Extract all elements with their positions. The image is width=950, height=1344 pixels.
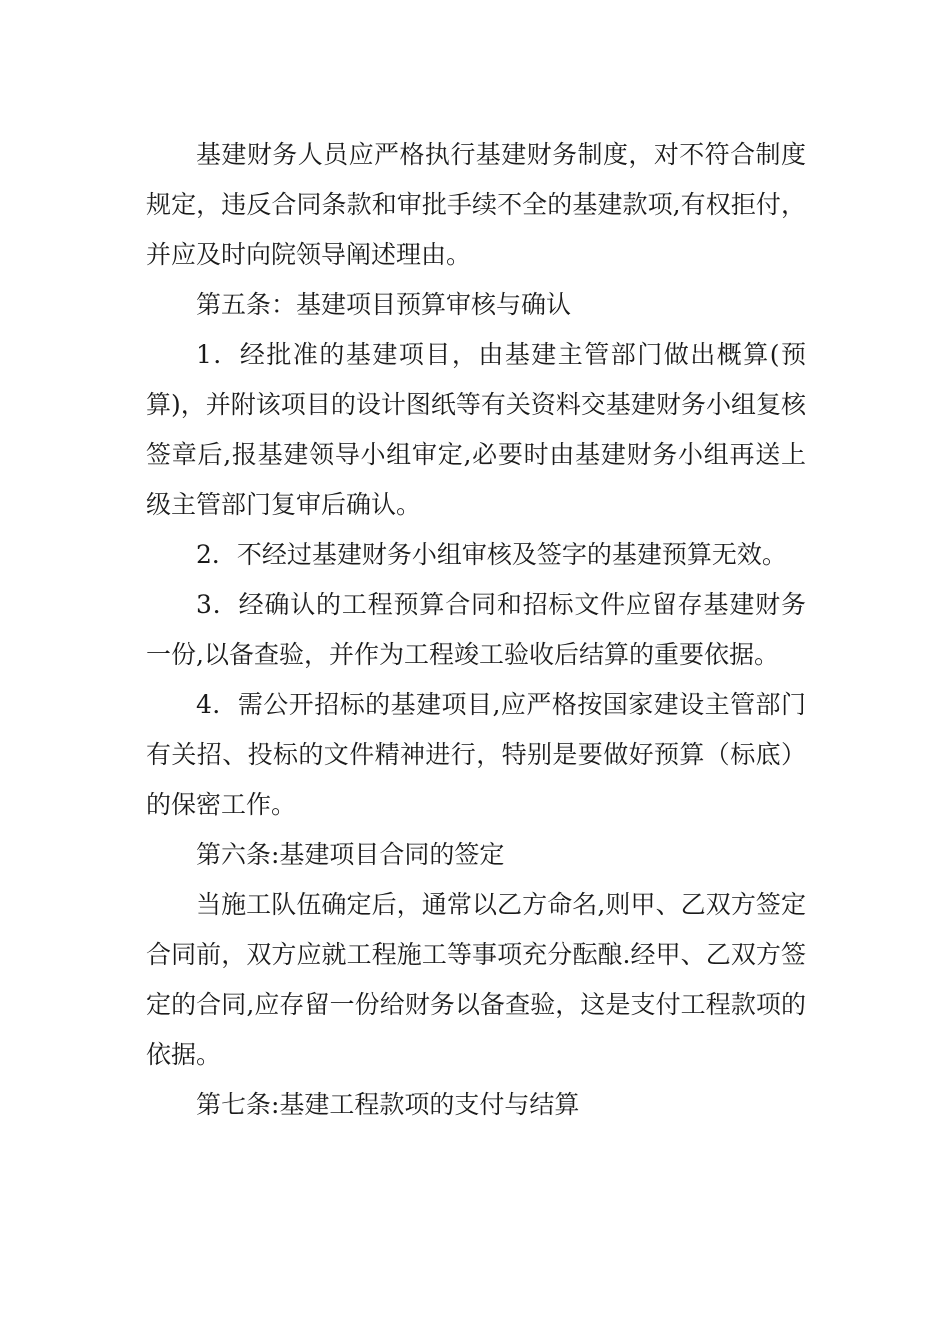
paragraph-contract-signing: 当施工队伍确定后，通常以乙方命名,则甲、乙双方签定合同前，双方应就工程施工等事项充分酝酿.经甲、乙双方签定的合同,应存留一份给财务以备查验，这是支付工程款项的依据。 [146,890,806,1069]
paragraph-item-3: 3．经确认的工程预算合同和招标文件应留存基建财务一份,以备查验，并作为工程竣工验收后结算的重要依据。 [146,590,806,669]
heading-article-6: 第六条:基建项目合同的签定 [196,840,505,869]
heading-article-7: 第七条:基建工程款项的支付与结算 [196,1090,580,1119]
document-page [146,130,806,1130]
paragraph-finance-staff-duty: 基建财务人员应严格执行基建财务制度，对不符合制度规定，违反合同条款和审批手续不全的基建款项,有权拒付，并应及时向院领导阐述理由。 [146,140,806,269]
paragraph-item-1: 1．经批准的基建项目，由基建主管部门做出概算(预算)，并附该项目的设计图纸等有关资料交基建财务小组复核签章后,报基建领导小组审定,必要时由基建财务小组再送上级主管部门复审后确认。 [146,340,806,519]
heading-article-5: 第五条：基建项目预算审核与确认 [196,290,572,319]
paragraph-item-2: 2．不经过基建财务小组审核及签字的基建预算无效。 [196,540,787,569]
paragraph-item-4: 4．需公开招标的基建项目,应严格按国家建设主管部门有关招、投标的文件精神进行，特别是要做好预算（标底）的保密工作。 [146,690,806,819]
